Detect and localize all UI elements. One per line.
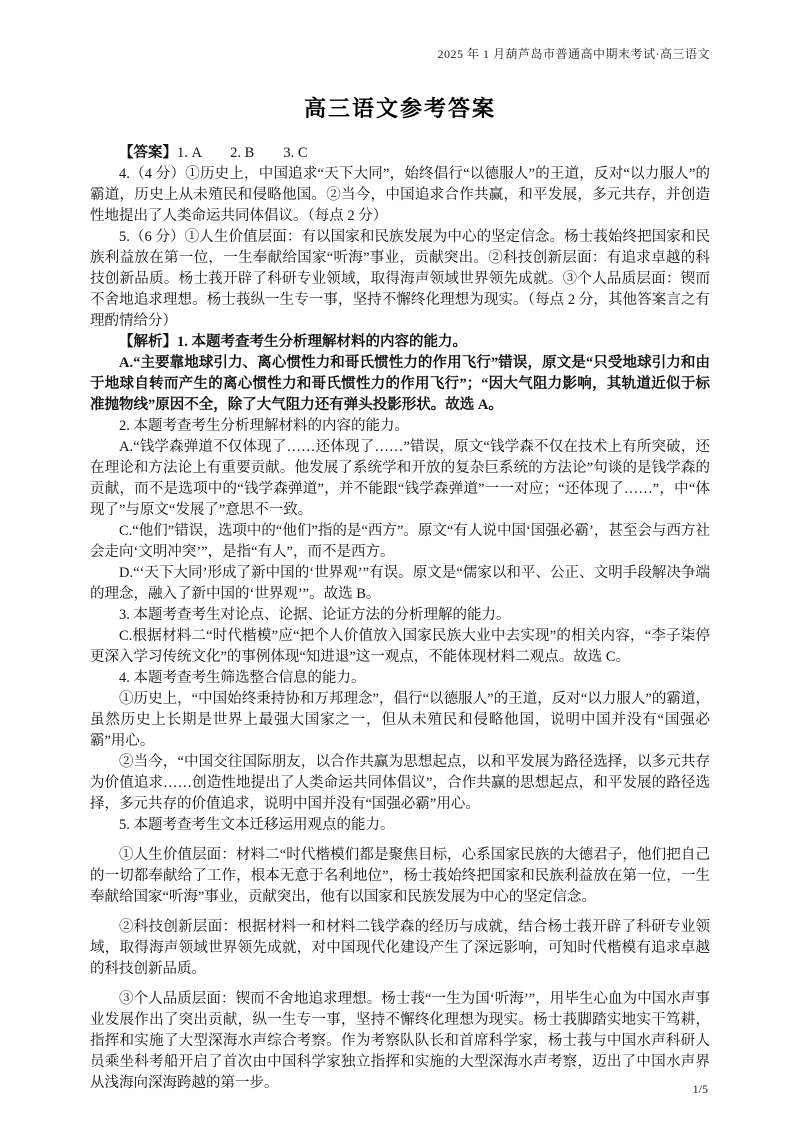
paragraph-text: A.“钱学森弹道不仅体现了……还体现了……”错误，原文“钱学森不仅在技术上有所突破，还在理论和方法论上有重要贡献。他发展了系统学和开放的复杂巨系统的方法论”句谈的是钱学森的贡献，而不是选项中的“钱学森弹道”，并不能跟“钱学森弹道”一一对应；“还体现了……”，中“体现了”与原文“发展了”意思不一致。 (90, 439, 710, 518)
paragraph-text: D.“‘天下大同’形成了新中国的‘世界观’”有误。原文是“儒家以和平、公正、文明手段解决争端的理念，融入了新中国的‘世界观’”。故选 B。 (90, 565, 710, 602)
paragraph (90, 164, 710, 227)
paragraph (90, 668, 710, 689)
paragraph (90, 353, 710, 416)
document-body (90, 143, 710, 1094)
paragraph (90, 227, 710, 332)
paragraph-text: 2. 本题考查考生分析理解材料的内容的能力。 (119, 418, 409, 434)
paragraph-text: C.“他们”错误，选项中的“他们”指的是“西方”。原文“有人说中国‘国强必霸’，甚至会与西方社会走向‘文明冲突’”，是指“有人”，而不是西方。 (90, 523, 710, 560)
paragraph (90, 416, 710, 437)
paragraph-text: ①历史上，“中国始终秉持协和万邦理念”，倡行“以德服人”的王道，反对“以力服人”的霸道，虽然历史上长期是世界上最强大国家之一，但从未殖民和侵略他国，说明中国并没有“国强必霸”用心。 (90, 691, 710, 749)
paragraph (90, 626, 710, 668)
paragraph (90, 752, 710, 815)
paragraph (90, 521, 710, 563)
page-number: 1/5 (692, 1082, 708, 1096)
paragraph (90, 689, 710, 752)
paragraph (90, 989, 710, 1094)
paragraph-text: ①人生价值层面：材料二“时代楷模们都是聚焦目标，心系国家民族的大德君子，他们把自己的一切都奉献给了工作，根本无意于名利地位”，杨士莪始终把国家和民族利益放在第一位，一生奉献给国家“听海”事业，贡献突出，他有以国家和民族发展为中心的坚定信念。 (90, 847, 710, 905)
paragraph-text: 4. 本题考查考生筛选整合信息的能力。 (119, 670, 366, 686)
paragraph-text: 5. 本题考查考生文本迁移运用观点的能力。 (119, 817, 395, 833)
paragraph (90, 815, 710, 836)
paragraph-text-bold: 【解析】 (119, 334, 177, 350)
paragraph-text-bold: 1. 本题考查考生分析理解材料的内容的能力。 (177, 334, 467, 350)
paragraph (90, 437, 710, 521)
paragraph-text: ②当今，“中国交往国际朋友，以合作共赢为思想起点，以和平发展为路径选择，以多元共存为价值追求……创造性地提出了人类命运共同体倡议”，合作共赢的思想起点，和平发展的路径选择，多元共存的价值追求，说明中国并没有“国强必霸”用心。 (90, 754, 710, 812)
paragraph-text: C.根据材料二“时代楷模”应“把个人价值放入国家民族大业中去实现”的相关内容，“李子柒停更深入学习传统文化”的事例体现“知进退”这一观点，不能体现材料二观点。故选 C。 (90, 628, 710, 665)
paragraph-text: 5.（6 分）①人生价值层面：有以国家和民族发展为中心的坚定信念。杨士莪始终把国家和民族利益放在第一位，一生奉献给国家“听海”事业，贡献突出。②科技创新层面：有追求卓越的科技创新品质。杨士莪开辟了科研专业领域，取得海声领域世界领先成就。③个人品质层面：锲而不舍地追求理想。杨士莪纵一生专一事，坚持不懈终化理想为现实。（每点 2 分，其他答案言之有理酌情给分） (90, 229, 710, 329)
paragraph-text: 1. A 2. B 3. C (177, 145, 308, 161)
paragraph-text: 4.（4 分）①历史上，中国追求“天下大同”，始终倡行“以德服人”的王道，反对“以力服人”的霸道，历史上从未殖民和侵略他国。②当今，中国追求合作共赢，和平发展，多元共存，并创造性地提出了人类命运共同体倡议。（每点 2 分） (90, 166, 710, 224)
paragraph-text: 3. 本题考查考生对论点、论据、论证方法的分析理解的能力。 (119, 607, 511, 623)
paragraph-text: ②科技创新层面：根据材料一和材料二钱学森的经历与成就，结合杨士莪开辟了科研专业领域，取得海声领域世界领先成就，对中国现代化建设产生了深远影响，可知时代楷模有追求卓越的科技创新品质。 (90, 919, 710, 977)
paragraph (90, 332, 710, 353)
page-title: 高三语文参考答案 (303, 96, 496, 121)
paragraph (90, 605, 710, 626)
paragraph-text-bold: 【答案】 (119, 145, 177, 161)
paragraph (90, 917, 710, 980)
paragraph-text: ③个人品质层面：锲而不舍地追求理想。杨士莪“一生为国‘听海’”，用毕生心血为中国水声事业发展作出了突出贡献，纵一生专一事，坚持不懈终化理想为现实。杨士莪脚踏实地实干笃耕，指挥和实施了大型深海水声综合考察。作为考察队队长和首席科学家，杨士莪与中国水声科研人员乘坐科考船开启了首次由中国科学家独立指挥和实施的大型深海水声考察，迈出了中国水声界从浅海向深海跨越的第一步。 (90, 991, 710, 1091)
paragraph-text-bold: A.“主要靠地球引力、离心惯性力和哥氏惯性力的作用飞行”错误，原文是“只受地球引力和由于地球自转而产生的离心惯性力和哥氏惯性力的作用飞行”；“因大气阻力影响，其轨道近似于标准抛物线”原因不全，除了大气阻力还有弹头投影形状。故选 A。 (90, 355, 710, 413)
paragraph (90, 563, 710, 605)
paragraph (90, 143, 710, 164)
exam-header: 2025 年 1 月葫芦岛市普通高中期末考试·高三语文 (437, 47, 710, 61)
paragraph (90, 845, 710, 908)
